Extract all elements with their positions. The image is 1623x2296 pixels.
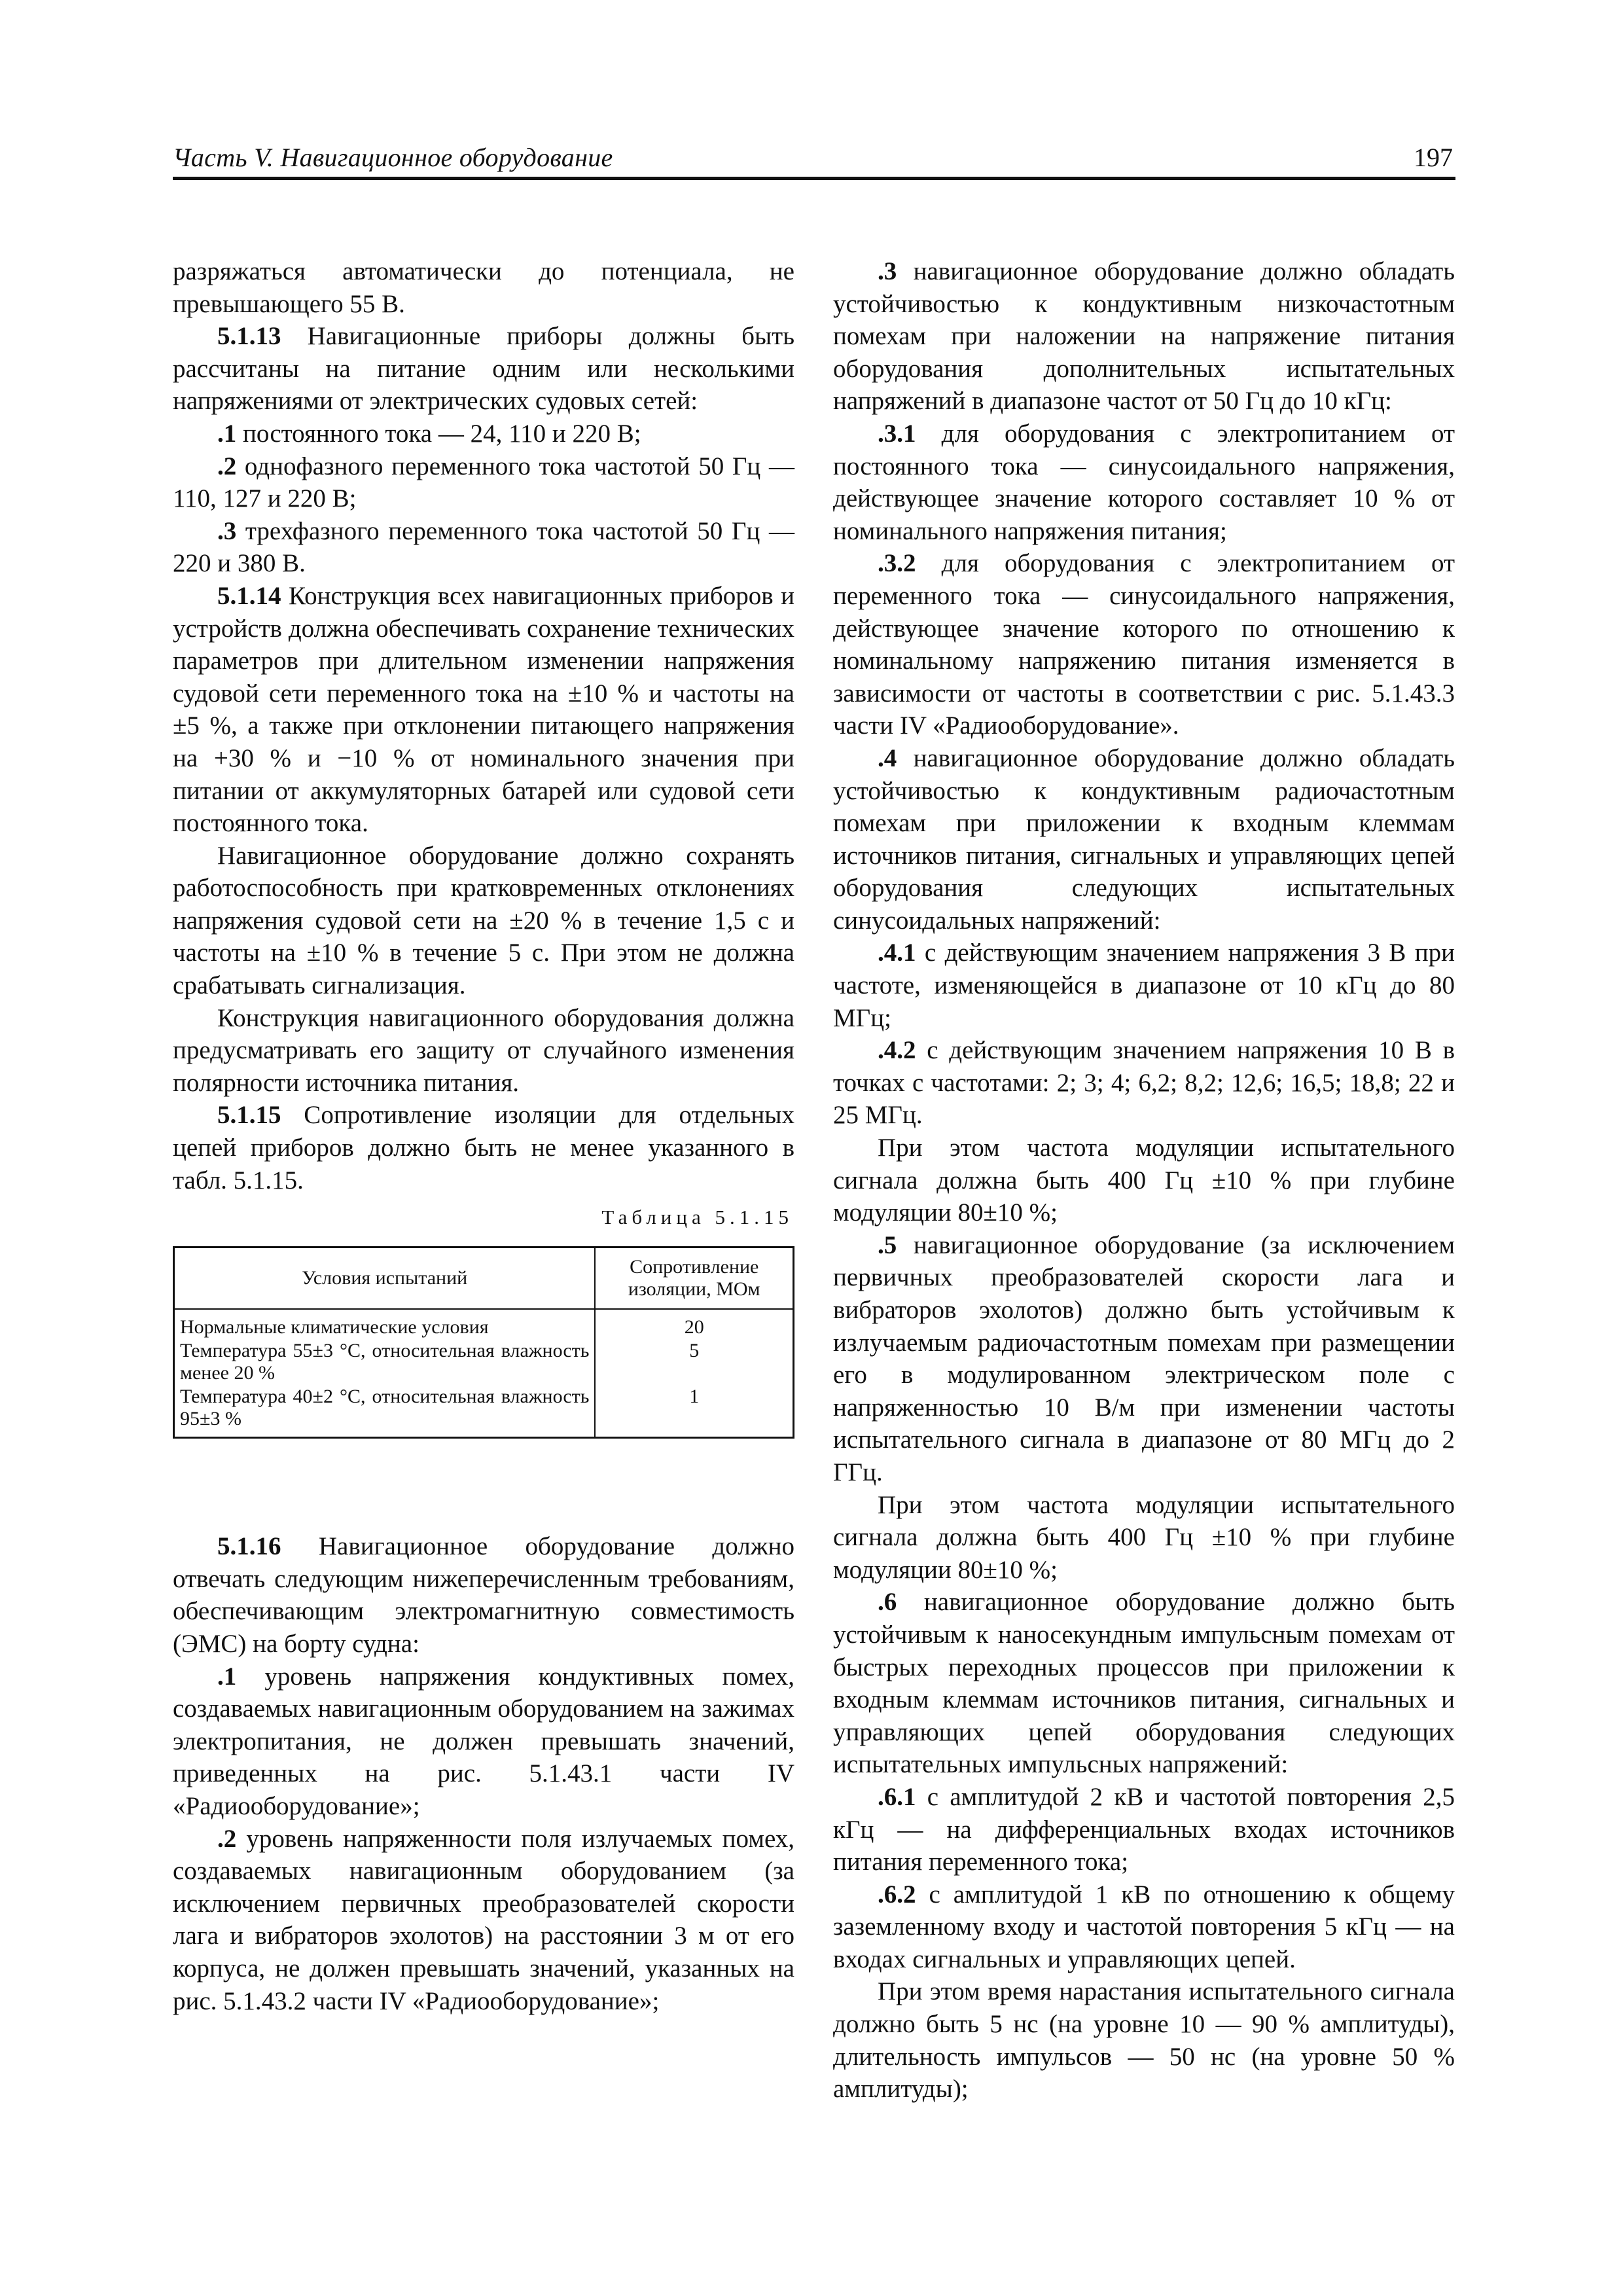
list-item: .3.2 для оборудования с электропитанием от переменного тока — синусоидального напряжения, действующее значение которого по отношению к номинальному напряжению питания изменяется в зависимости от частоты в соответствии с рис. 5.1.43.3 части IV «Радиооборудование». <box>833 549 1455 740</box>
item-number: .2 <box>217 1824 237 1853</box>
list-item: .4 навигационное оборудование должно обладать устойчивостью к кондуктивным радиочастотным помехам при приложении к входным клеммам источников питания, сигнальных и управляющих цепей оборудования следующих испытательных синусоидальных напряжений: <box>833 744 1455 935</box>
list-item: .2 однофазного переменного тока частотой 50 Гц — 110, 127 и 220 В; <box>173 452 794 513</box>
table-row <box>174 1309 794 1338</box>
list-item: .6.1 с амплитудой 2 кВ и частотой повторения 2,5 кГц — на дифференциальных входах источников питания переменного тока; <box>833 1782 1455 1876</box>
insulation-resistance-table <box>173 1246 794 1439</box>
table-row <box>174 1338 794 1384</box>
list-item: .3.1 для оборудования с электропитанием от постоянного тока — синусоидального напряжения, действующее значение которого составляет 10 % от номинального напряжения питания; <box>833 419 1455 545</box>
item-number: .6.1 <box>878 1782 916 1811</box>
table-cell-condition: Нормальные климатические условия <box>174 1309 596 1338</box>
clause-number: 5.1.14 <box>217 581 281 610</box>
paragraph: При этом частота модуляции испытательного сигнала должна быть 400 Гц ±10 % при глубине модуляции 80±10 %; <box>833 1490 1455 1584</box>
table-cell-value: 20 <box>684 1316 704 1338</box>
table-cell-value: 1 <box>689 1386 700 1408</box>
item-number: .3.1 <box>878 419 916 448</box>
item-number: .6.2 <box>878 1880 916 1909</box>
table-row <box>174 1384 794 1438</box>
list-item: .2 уровень напряженности поля излучаемых помех, создаваемых навигационным оборудованием (за исключением первичных преобразователей скорости лага и вибраторов эхолотов) на расстоянии 3 м от его корпуса, не должен превышать значений, указанных на рис. 5.1.43.2 части IV «Радиооборудование»; <box>173 1824 794 2015</box>
list-item: .1 уровень напряжения кондуктивных помех, создаваемых навигационным оборудованием на зажимах электропитания, не должен превышать значений, приведенных на рис. 5.1.43.1 части IV «Радиооборудование»; <box>173 1662 794 1820</box>
table-cell-value: 5 <box>689 1340 700 1362</box>
list-item: .6 навигационное оборудование должно быть устойчивым к наносекундным импульсным помехам от быстрых переходных процессов при приложении к входным клеммам источников питания, сигнальных и управляющих цепей оборудования следующих испытательных импульсных напряжений: <box>833 1588 1455 1779</box>
item-number: .4.2 <box>878 1036 916 1065</box>
page-number: 197 <box>1414 143 1453 172</box>
paragraph: Навигационное оборудование должно сохранять работоспособность при кратковременных отклонениях напряжения судовой сети на ±20 % в течение 1,5 с и частоты на ±10 % в течение 5 с. При этом не должна срабатывать сигнализация. <box>173 841 794 1000</box>
item-number: .5 <box>878 1230 897 1259</box>
right-column <box>833 255 1455 2106</box>
item-number: .2 <box>217 452 237 480</box>
table-header-row <box>174 1247 794 1310</box>
clause-5-1-14: 5.1.14 Конструкция всех навигационных приборов и устройств должна обеспечивать сохранение технических параметров при длительном изменении напряжения судовой сети переменного тока на ±10 % и частоты на ±5 %, а также при отклонении питающего напряжения на +30 % и −10 % от номинального значения при питании от аккумуляторных батарей или судовой сети постоянного тока. <box>173 581 794 838</box>
item-number: .3 <box>217 516 237 545</box>
item-number: .3.2 <box>878 549 916 578</box>
list-item: .5 навигационное оборудование (за исключением первичных преобразователей скорости лага и вибраторов эхолотов) должно быть устойчивым к излучаемым радиочастотным помехам при размещении его в модулированном электрическом поле с напряженностью 10 В/м при изменении частоты испытательного сигнала в диапазоне от 80 МГц до 2 ГГц. <box>833 1230 1455 1486</box>
item-number: .4 <box>878 744 897 772</box>
item-number: .6 <box>878 1588 897 1617</box>
clause-5-1-15: 5.1.15 Сопротивление изоляции для отдельных цепей приборов должно быть не менее указанного в табл. 5.1.15. <box>173 1101 794 1194</box>
item-number: .1 <box>217 1662 237 1691</box>
list-item: .4.1 с действующим значением напряжения 3 В при частоте, изменяющейся в диапазоне от 10 кГц до 80 МГц; <box>833 939 1455 1032</box>
item-number: .4.1 <box>878 939 916 967</box>
clause-number: 5.1.15 <box>217 1101 281 1130</box>
left-column <box>173 255 794 2017</box>
running-header-title: Часть V. Навигационное оборудование <box>173 143 613 172</box>
paragraph: разряжаться автоматически до потенциала, не превышающего 55 В. <box>173 257 794 318</box>
table-header-conditions: Условия испытаний <box>174 1247 596 1310</box>
clause-number: 5.1.13 <box>217 322 281 351</box>
list-item: .3 навигационное оборудование должно обладать устойчивостью к кондуктивным низкочастотным помехам при наложении на напряжение питания оборудования дополнительных испытательных напряжений в диапазоне частот от 50 Гц до 10 кГц: <box>833 257 1455 416</box>
item-number: .3 <box>878 257 897 285</box>
list-item: .1 постоянного тока — 24, 110 и 220 В; <box>217 419 641 448</box>
running-header <box>173 143 1455 180</box>
item-number: .1 <box>217 419 237 448</box>
clause-5-1-13: 5.1.13 Навигационные приборы должны быть рассчитаны на питание одним или несколькими напряжениями от электрических судовых сетей: <box>173 322 794 416</box>
paragraph: Конструкция навигационного оборудования должна предусматривать его защиту от случайного изменения полярности источника питания. <box>173 1003 794 1097</box>
table-caption: Таблица 5.1.15 <box>601 1206 793 1229</box>
table-cell-condition: Температура 55±3 °С, относительная влажность менее 20 % <box>174 1338 596 1384</box>
paragraph: При этом время нарастания испытательного сигнала должно быть 5 нс (на уровне 10 — 90 % амплитуды), длительность импульсов — 50 нс (на уровне 50 % амплитуды); <box>833 1977 1455 2104</box>
paragraph: При этом частота модуляции испытательного сигнала должна быть 400 Гц ±10 % при глубине модуляции 80±10 %; <box>833 1134 1455 1227</box>
table-cell-condition: Температура 40±2 °С, относительная влажность 95±3 % <box>174 1384 596 1438</box>
clause-number: 5.1.16 <box>217 1532 281 1561</box>
list-item: .3 трехфазного переменного тока частотой 50 Гц — 220 и 380 В. <box>173 516 794 578</box>
table-header-resistance: Сопротивление изоляции, МОм <box>595 1247 793 1310</box>
list-item: .6.2 с амплитудой 1 кВ по отношению к общему заземленному входу и частотой повторения 5 кГц — на входах сигнальных и управляющих цепей. <box>833 1880 1455 1973</box>
clause-5-1-16: 5.1.16 Навигационное оборудование должно отвечать следующим нижеперечисленным требованиям, обеспечивающим электромагнитную совместимость (ЭМС) на борту судна: <box>173 1532 794 1658</box>
list-item: .4.2 с действующим значением напряжения 10 В в точках с частотами: 2; 3; 4; 6,2; 8,2; 12,6; 16,5; 18,8; 22 и 25 МГц. <box>833 1036 1455 1130</box>
